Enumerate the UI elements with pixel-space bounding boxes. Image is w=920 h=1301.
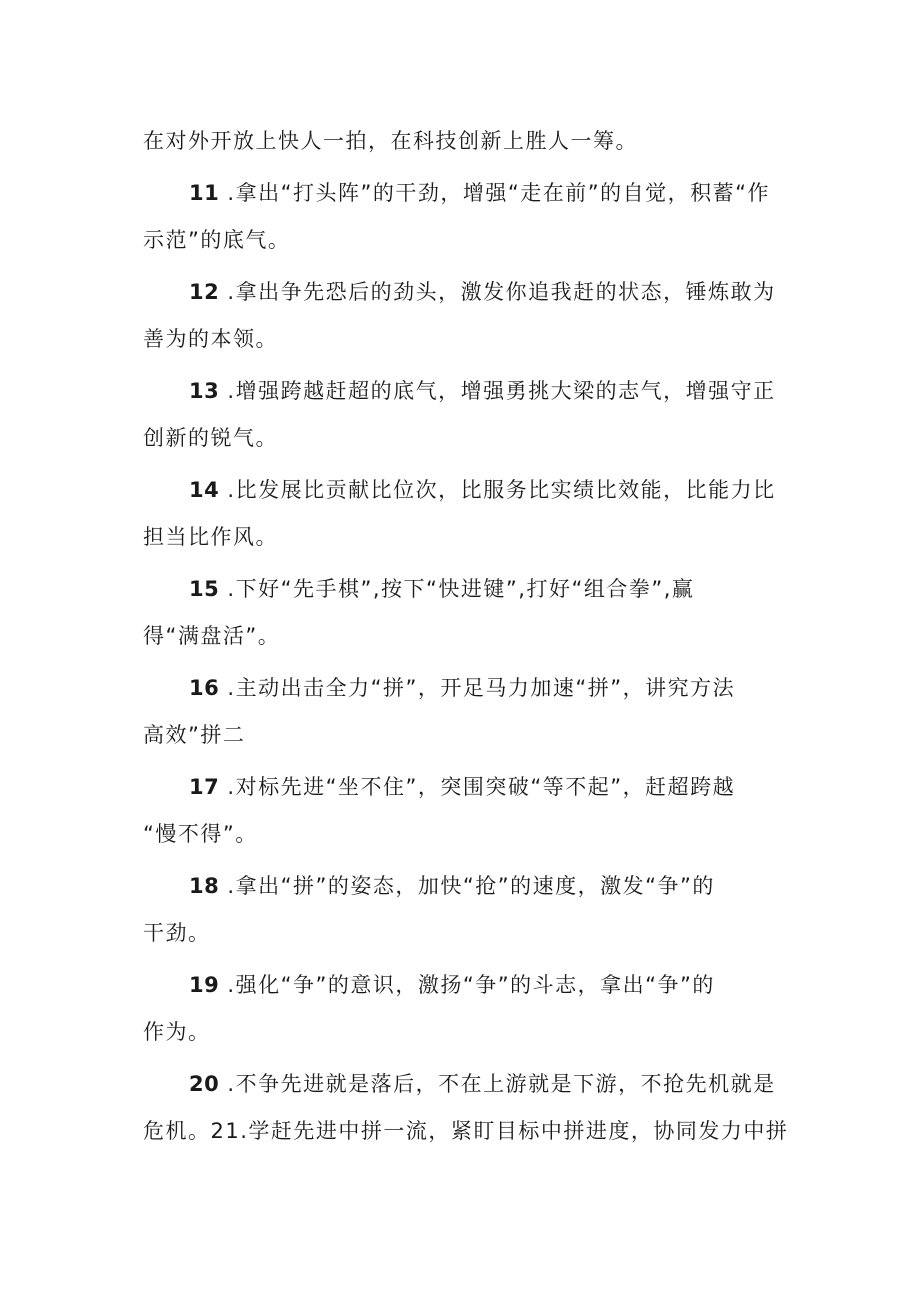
item-number: 19 — [189, 973, 220, 997]
item-number: 17 — [189, 775, 220, 799]
numbered-item-line — [143, 170, 795, 217]
item-number: 16 — [189, 676, 220, 700]
text-line — [143, 613, 795, 660]
line-text: 善为的本领。 — [143, 327, 278, 351]
item-number: 11 — [189, 181, 220, 205]
text-line — [143, 712, 795, 759]
line-text: .拿出“拼”的姿态，加快“抢”的速度，激发“争”的 — [219, 874, 715, 898]
line-text: .不争先进就是落后，不在上游就是下游，不抢先机就是 — [219, 1072, 776, 1096]
line-text: .强化“争”的意识，激扬“争”的斗志，拿出“争”的 — [219, 973, 715, 997]
numbered-item-line — [143, 1061, 795, 1108]
item-number: 13 — [189, 379, 220, 403]
line-text: .下好“先手棋”,按下“快进键”,打好“组合拳”,赢 — [219, 577, 695, 601]
numbered-item-line — [143, 269, 795, 316]
item-number: 18 — [189, 874, 220, 898]
text-line — [143, 217, 795, 264]
line-text: 担当比作风。 — [143, 525, 278, 549]
numbered-item-line — [143, 368, 795, 415]
text-line — [143, 1009, 795, 1056]
text-line — [143, 316, 795, 363]
line-text: 作为。 — [143, 1020, 211, 1044]
numbered-item-line — [143, 665, 795, 712]
numbered-item-line — [143, 962, 795, 1009]
line-text: .主动出击全力“拼”，开足马力加速“拼”，讲究方法 — [219, 676, 736, 700]
line-text: 示范”的底气。 — [143, 228, 291, 252]
line-text: .拿出争先恐后的劲头，激发你追我赶的状态，锤炼敢为 — [219, 280, 776, 304]
text-line — [143, 811, 795, 858]
numbered-item-line — [143, 764, 795, 811]
document-body — [143, 118, 795, 1155]
text-line — [143, 1108, 795, 1155]
text-line — [143, 910, 795, 957]
numbered-item-line — [143, 863, 795, 910]
item-number: 14 — [189, 478, 220, 502]
item-number: 20 — [189, 1072, 220, 1096]
item-number: 15 — [189, 577, 220, 601]
line-text: 在对外开放上快人一拍，在科技创新上胜人一筹。 — [143, 129, 638, 153]
line-text: 创新的锐气。 — [143, 426, 278, 450]
line-text: .增强跨越赶超的底气，增强勇挑大梁的志气，增强守正 — [219, 379, 776, 403]
line-text: 干劲。 — [143, 921, 211, 945]
text-line — [143, 118, 795, 165]
line-text: .比发展比贡献比位次，比服务比实绩比效能，比能力比 — [219, 478, 776, 502]
line-text: 得“满盘活”。 — [143, 624, 281, 648]
numbered-item-line — [143, 566, 795, 613]
numbered-item-line — [143, 467, 795, 514]
line-text: “慢不得”。 — [143, 822, 258, 846]
line-text: .对标先进“坐不住”，突围突破“等不起”，赶超跨越 — [219, 775, 736, 799]
line-text: .拿出“打头阵”的干劲，增强“走在前”的自觉，积蓄“作 — [219, 181, 770, 205]
text-line — [143, 415, 795, 462]
text-line — [143, 514, 795, 561]
line-text: 高效”拼二 — [143, 723, 246, 747]
line-text: 危机。21.学赶先进中拼一流，紧盯目标中拼进度，协同发力中拼 — [143, 1119, 789, 1143]
item-number: 12 — [189, 280, 220, 304]
